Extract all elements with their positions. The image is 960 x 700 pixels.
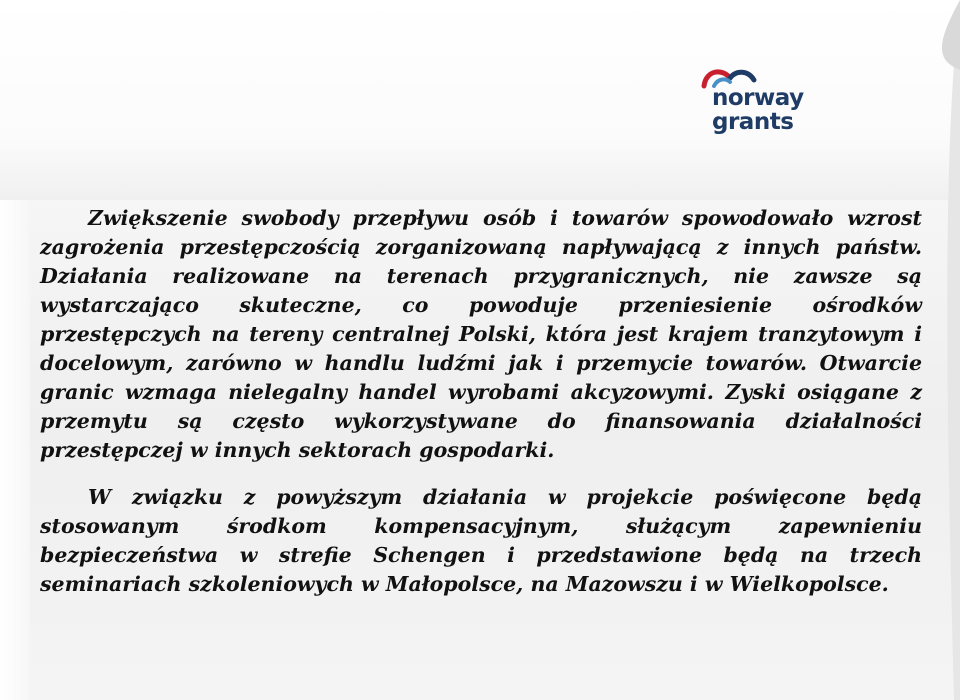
slide-body bbox=[40, 204, 922, 599]
logo-line-1: norway bbox=[712, 85, 804, 111]
corner-swoosh-decoration bbox=[920, 0, 960, 700]
norway-grants-logo bbox=[700, 66, 820, 146]
paragraph-2 bbox=[40, 483, 922, 599]
logo-line-2: grants bbox=[712, 109, 794, 135]
paragraph-1-text: Zwiększenie swobody przepływu osób i towarów spowodowało wzrost zagrożenia przestępczością zorganizowaną napływającą z innych państw. Działania realizowane na terenach przygranicznych, nie zawsze są wystarczająco skuteczne, co powoduje przeniesienie ośrodków przestępczych na tereny centralnej Polski, która jest krajem tranzytowym i docelowym, zarówno w handlu ludźmi jak i przemycie towarów. Otwarcie granic wzmaga nielegalny handel wyrobami akcyzowymi. Zyski osiągane z przemytu są często wykorzystywane do finansowania działalności przestępczej w innych sektorach gospodarki. bbox=[40, 206, 922, 462]
left-edge-shade bbox=[0, 200, 30, 700]
paragraph-2-text: W związku z powyższym działania w projekcie poświęcone będą stosowanym środkom kompensacyjnym, służącym zapewnieniu bezpieczeństwa w strefie Schengen i przedstawione będą na trzech seminariach szkoleniowych w Małopolsce, na Mazowszu i w Wielkopolsce. bbox=[40, 485, 922, 596]
paragraph-1 bbox=[40, 204, 922, 465]
